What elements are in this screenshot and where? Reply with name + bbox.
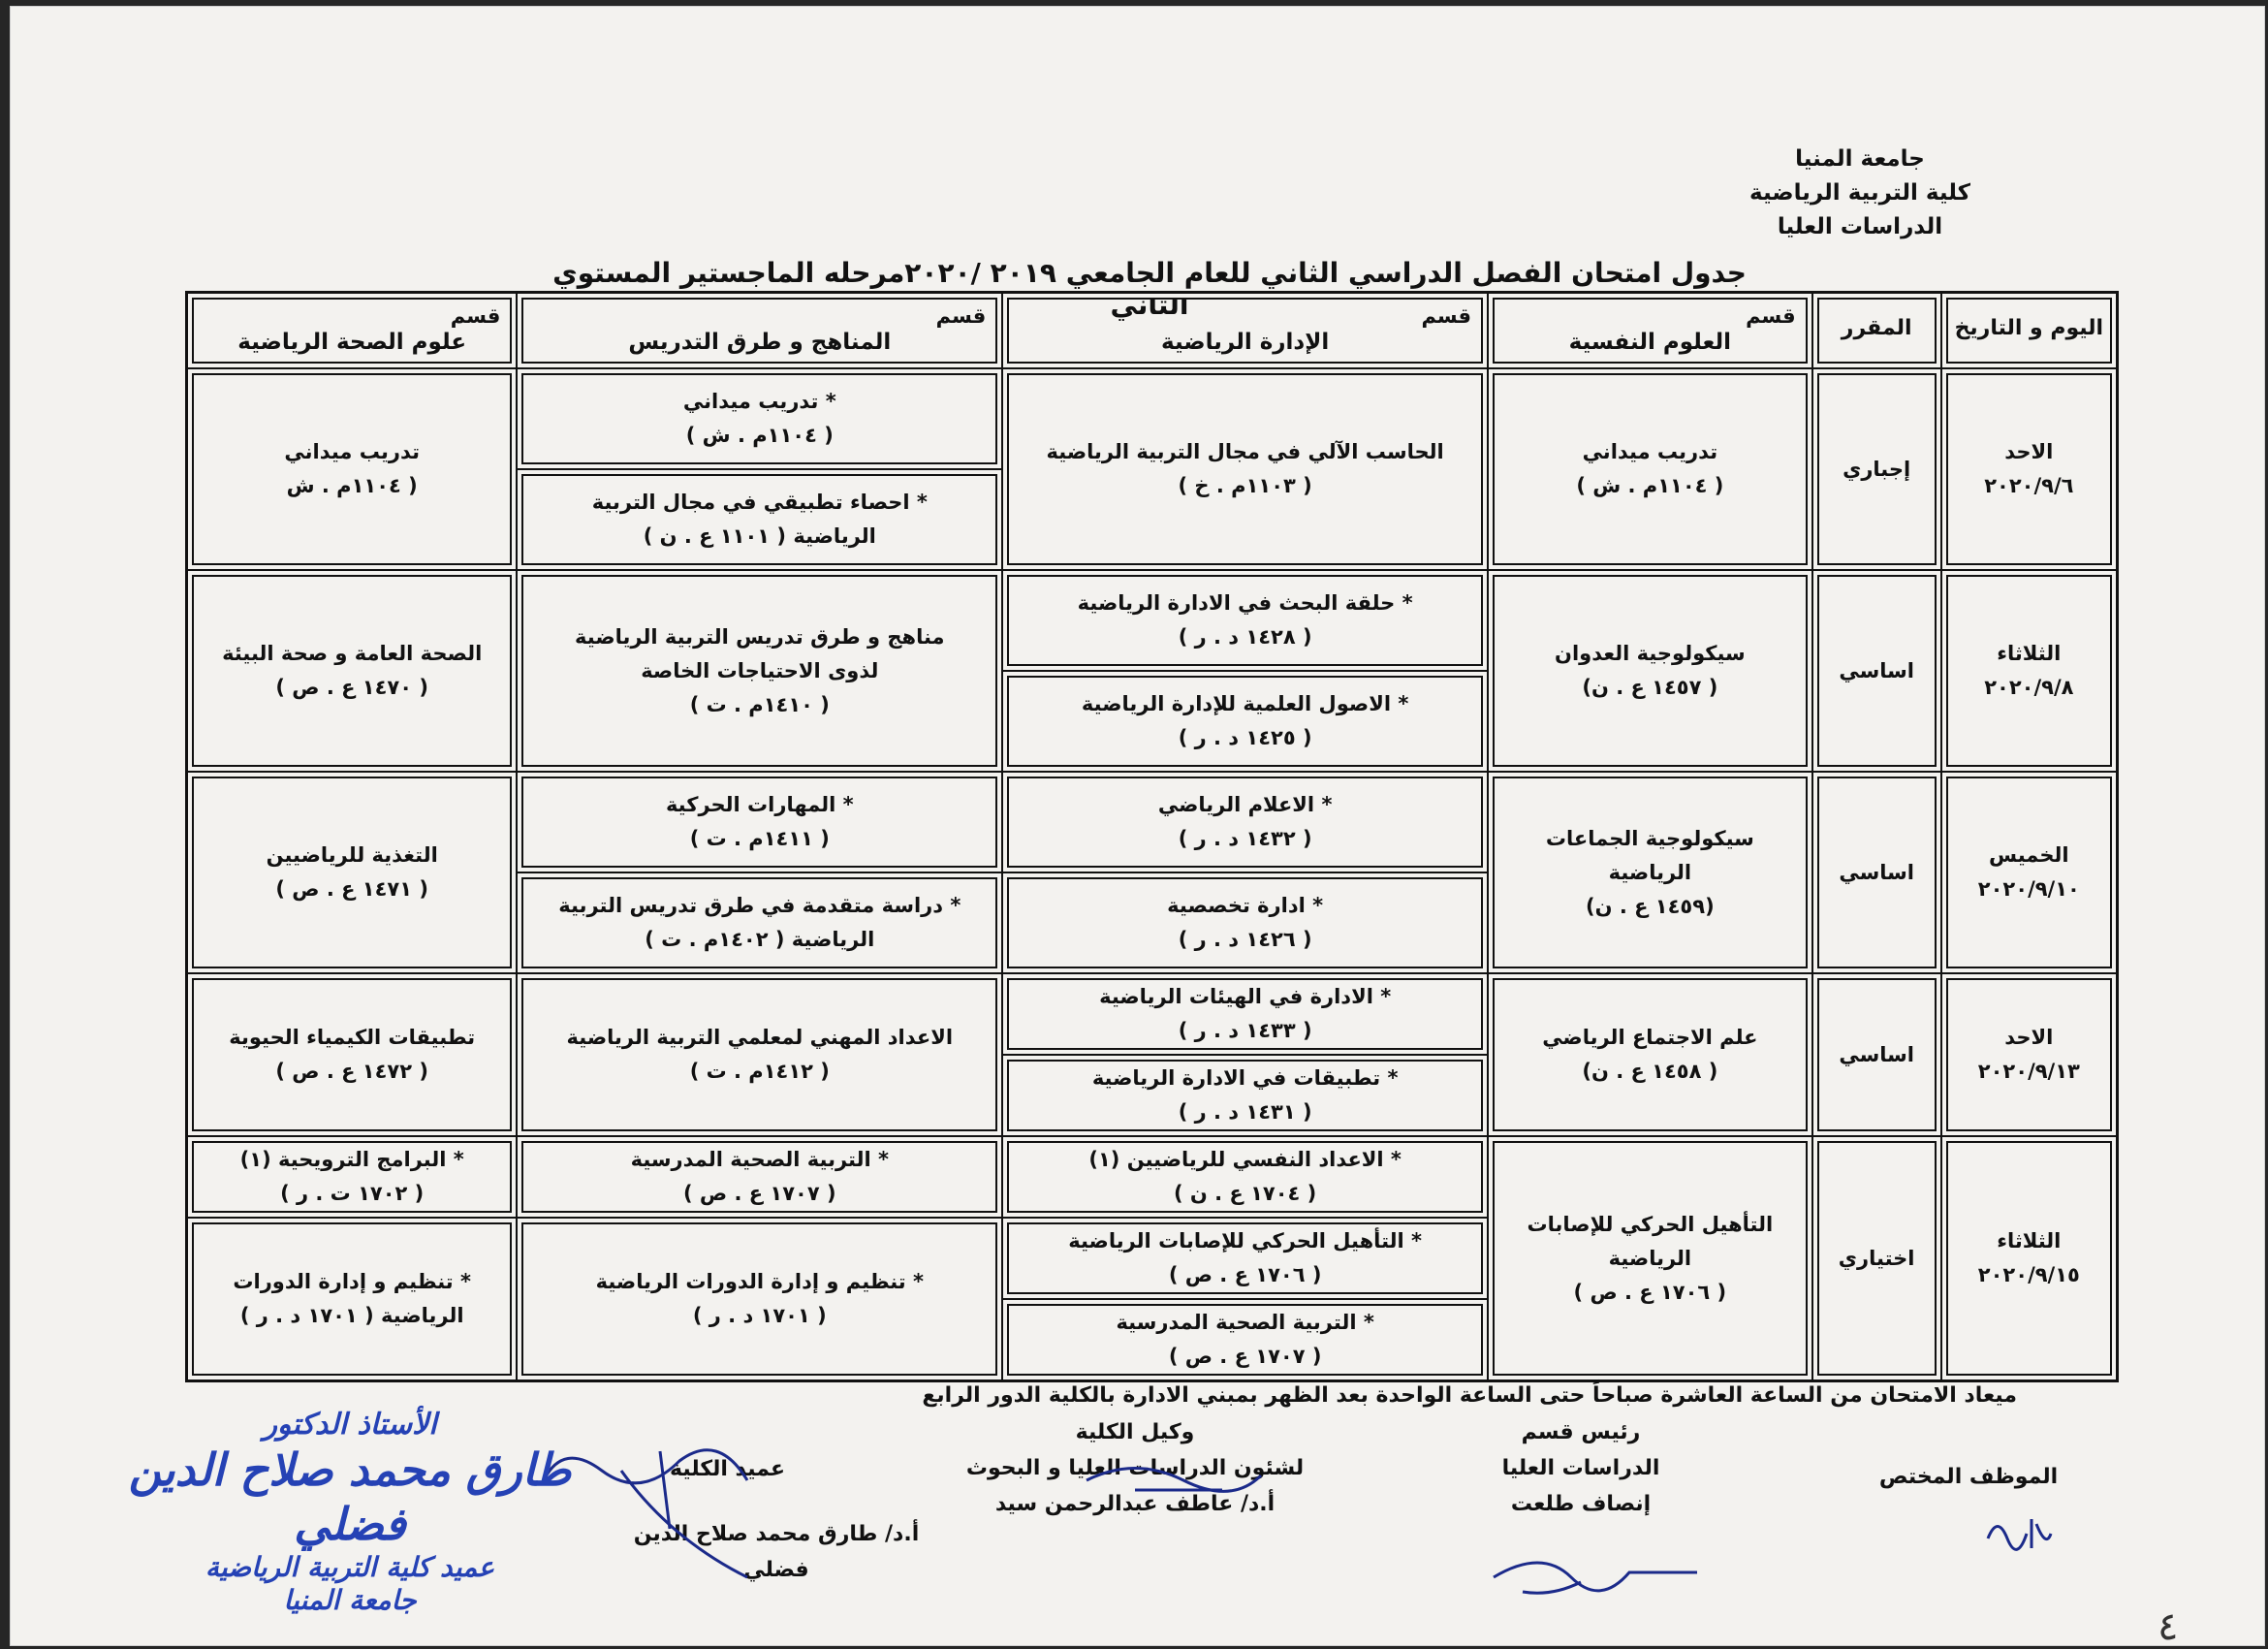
course-name: * الادارة في الهيئات الرياضية [1099,985,1392,1008]
type-cell: اساسي [1812,973,1941,1136]
type-cell: اساسي [1812,772,1941,973]
course-code: ( ١٤٣١ د . ر ) [1178,1100,1312,1124]
table-row [187,973,2118,1055]
day-cell [1941,368,2118,570]
course-name: سيكولوجية الجماعات [1545,826,1754,850]
exam-date: ٢٠٢٠/٩/٨ [1984,676,2074,699]
course-code: ( ١١٠٤م . ش [286,474,418,497]
day-cell [1941,772,2118,973]
day-name: الثلاثاء [1997,1229,2062,1253]
day-cell [1941,570,2118,772]
mgmt-cell [1002,671,1488,772]
mgmt-cell [1002,1299,1488,1381]
type-cell: اساسي [1812,570,1941,772]
curr-cell [517,1218,1002,1381]
dept-label: الإدارة الرياضية [1161,330,1330,355]
course-name: تدريب ميداني [284,440,420,463]
course-name: مناهج و طرق تدريس التربية الرياضية [575,624,945,649]
clerk-title: الموظف المختص [1878,1465,2059,1489]
course-name: * التربية الصحية المدرسية [1116,1311,1374,1334]
curr-cell [517,772,1002,872]
dean-stamp [79,1408,621,1616]
psych-cell [1488,368,1812,570]
course-code: ( ١٤٧١ ع . ص ) [275,877,428,901]
psych-cell [1488,1136,1812,1381]
sheet [30,26,2230,1649]
course-name: * دراسة متقدمة في طرق تدريس التربية [558,894,961,917]
qsm-label: قسم [450,304,501,328]
document-page [10,6,2265,1649]
course-name: سيكولوجية العدوان [1555,642,1746,665]
course-code: ( ١٤٣٢ د . ر ) [1178,827,1312,850]
col-dept-curriculum [517,293,1002,369]
psych-cell [1488,570,1812,772]
course-name-cont: الرياضية [1608,860,1692,884]
course-code: ( ١٤٧٢ ع . ص ) [275,1060,428,1083]
course-name: تدريب ميداني [1582,440,1718,463]
table-header-row [187,293,2118,369]
course-code: (١٤٥٩ ع . ن) [1586,894,1715,918]
vice-title-2: لشئون الدراسات العليا و البحوث [965,1456,1305,1480]
course-name: * تطبيقات في الادارة الرياضية [1091,1066,1399,1090]
course-name: * تنظيم و إدارة الدورات [233,1270,471,1293]
course-name: الصحة العامة و صحة البيئة [222,642,483,665]
course-code: الرياضية ( ١١٠١ ع . ن ) [643,524,876,548]
vice-signature-mark [1077,1451,1271,1509]
curr-cell [517,973,1002,1136]
course-code: ( ١١٠٤م . ش ) [1576,474,1724,497]
course-name: * المهارات الحركية [665,793,854,816]
mgmt-cell [1002,570,1488,671]
course-name: * حلقة البحث في الادارة الرياضية [1077,591,1413,615]
course-name: * تنظيم و إدارة الدورات الرياضية [595,1270,924,1293]
curr-cell [517,570,1002,772]
course-code: ( ١٧٠٦ ع . ص ) [1168,1263,1322,1286]
stamp-line-4: جامعة المنيا [283,1584,417,1616]
head-name: إنصاف طلعت [1510,1492,1652,1516]
col-dept-mgmt [1002,293,1488,369]
vice-title-1: وكيل الكلية [1075,1420,1195,1444]
course-name: التغذية للرياضيين [266,843,438,867]
day-name: الخميس [1989,843,2069,867]
type-cell: إجباري [1812,368,1941,570]
day-name: الاحد [2004,1026,2054,1049]
health-cell [187,973,518,1136]
mgmt-cell [1002,1218,1488,1299]
table-row [187,772,2118,872]
course-name: * تدريب ميداني [682,390,836,413]
course-code: ( ١٧٠٧ ع . ص ) [682,1182,836,1205]
mgmt-cell [1002,1055,1488,1136]
course-name: * التأهيل الحركي للإصابات الرياضية [1068,1229,1423,1253]
head-title-2: الدراسات العليا [1501,1456,1660,1480]
course-code: ( ١٧٠٧ ع . ص ) [1168,1345,1322,1368]
course-name: * الاعلام الرياضي [1157,793,1333,816]
curr-cell [517,1136,1002,1218]
faculty-name: كلية التربية الرياضية [1749,180,1970,206]
dept-label: المناهج و طرق التدريس [628,330,892,355]
course-code: ( ١٤٣٣ د . ر ) [1178,1019,1312,1042]
exam-date: ٢٠٢٠/٩/١٣ [1977,1060,2080,1083]
course-code: ( ١٧٠١ د . ر ) [692,1304,827,1327]
course-code: ( ١٤٧٠ ع . ص ) [275,676,428,699]
course-code: ( ١٤٢٥ د . ر ) [1178,726,1312,749]
course-name: علم الاجتماع الرياضي [1542,1026,1758,1049]
course-name: * احصاء تطبيقي في مجال التربية [591,491,928,514]
psych-cell [1488,973,1812,1136]
vice-name: أ.د/ عاطف عبدالرحمن سيد [994,1492,1276,1516]
head-title-1: رئيس قسم [1521,1420,1641,1444]
stamp-line-2: طارق محمد صلاح الدين فضلي [128,1443,572,1550]
mgmt-cell [1002,772,1488,872]
psych-cell [1488,772,1812,973]
page-number: ٤ [2158,1604,2179,1649]
course-name: * الاعداد النفسي للرياضيين (١) [1088,1148,1402,1171]
schedule-title: جدول امتحان الفصل الدراسي الثاني للعام الجامعي ٢٠١٩ /٢٠٢٠مرحله الماجستير المستوي الثاني [552,257,1747,321]
course-code: ( ١٤٢٨ د . ر ) [1178,625,1312,649]
qsm-label: قسم [1421,304,1472,328]
exam-time-note: ميعاد الامتحان من الساعة العاشرة صباحاً حتى الساعة الواحدة بعد الظهر بمبني الادارة بالكلية الدور الرابع [922,1383,2017,1408]
col-dept-psych [1488,293,1812,369]
health-cell [187,1218,518,1381]
course-name: * ادارة تخصصية [1167,894,1324,917]
course-name-cont: الرياضية [1608,1246,1692,1270]
course-name: * التربية الصحية المدرسية [630,1148,889,1171]
day-cell [1941,973,2118,1136]
clerk-signature-mark [1978,1505,2056,1563]
course-name: * الاصول العلمية للإدارة الرياضية [1081,692,1409,715]
course-code: الرياضية ( ١٧٠١ د . ر ) [239,1304,464,1327]
dean-name: أ.د/ طارق محمد صلاح الدين فضلي [633,1522,920,1582]
course-code: ( ١٤٢٦ د . ر ) [1178,928,1312,951]
institution-header [1749,143,1970,244]
course-code: ( ١٧٠٢ ت . ر ) [280,1182,425,1205]
mgmt-cell [1002,368,1488,570]
course-name: تطبيقات الكيمياء الحيوية [229,1026,476,1049]
stamp-line-3: عميد كلية التربية الرياضية [205,1551,495,1583]
col-dept-health [187,293,518,369]
dean-title: عميد الكلية [670,1457,786,1481]
course-code: ( ١١٠٣م . خ ) [1178,474,1312,497]
exam-date: ٢٠٢٠/٩/١٥ [1977,1263,2080,1286]
health-cell [187,772,518,973]
head-signature-mark [1484,1538,1717,1616]
dept-label: علوم الصحة الرياضية [237,330,467,355]
day-cell [1941,1136,2118,1381]
university-name: جامعة المنيا [1795,146,1925,172]
day-name: الاحد [2004,440,2054,463]
health-cell [187,1136,518,1218]
course-code: ( ١٤١١م . ت ) [689,827,830,850]
curr-cell [517,872,1002,973]
mgmt-cell [1002,872,1488,973]
health-cell [187,368,518,570]
exam-date: ٢٠٢٠/٩/٦ [1984,474,2074,497]
curr-cell [517,368,1002,469]
col-day-date: اليوم و التاريخ [1941,293,2118,369]
signature-clerk [1823,1459,2114,1495]
course-code: ( ١١٠٤م . ش ) [685,424,834,447]
dept-label: العلوم النفسية [1568,330,1732,355]
course-code: ( ١٧٠٤ ع . ن ) [1173,1182,1317,1205]
department-name: الدراسات العليا [1777,214,1943,239]
exam-schedule-table [185,291,2119,1382]
course-code: ( ١٤٥٨ ع . ن) [1582,1060,1718,1083]
col-course-type: المقرر [1812,293,1941,369]
course-name: الاعداد المهني لمعلمي التربية الرياضية [566,1026,954,1049]
mgmt-cell [1002,973,1488,1055]
qsm-label: قسم [935,304,987,328]
signature-head [1435,1414,1726,1522]
course-code: ( ١٤١٢م . ت ) [689,1060,830,1083]
stamp-line-1: الأستاذ الدكتور [263,1408,437,1442]
table-row [187,368,2118,469]
table-row [187,570,2118,671]
qsm-label: قسم [1746,304,1796,328]
exam-date: ٢٠٢٠/٩/١٠ [1977,877,2080,901]
mgmt-cell [1002,1136,1488,1218]
course-name: التأهيل الحركي للإصابات [1527,1212,1774,1236]
course-name: الحاسب الآلي في مجال التربية الرياضية [1046,440,1444,463]
curr-cell [517,469,1002,570]
health-cell [187,570,518,772]
course-code: ( ١٧٠٦ ع . ص ) [1573,1280,1727,1304]
course-code: الرياضية ( ١٤٠٢م . ت ) [645,928,875,951]
course-code: ( ١٤١٠م . ت ) [689,692,830,716]
course-code: ( ١٤٥٧ ع . ن) [1582,676,1718,699]
course-name-cont: لذوى الاحتياجات الخاصة [641,658,879,682]
type-cell: اختياري [1812,1136,1941,1381]
course-name: * البرامج الترويحية (١) [239,1148,464,1171]
day-name: الثلاثاء [1997,642,2062,665]
